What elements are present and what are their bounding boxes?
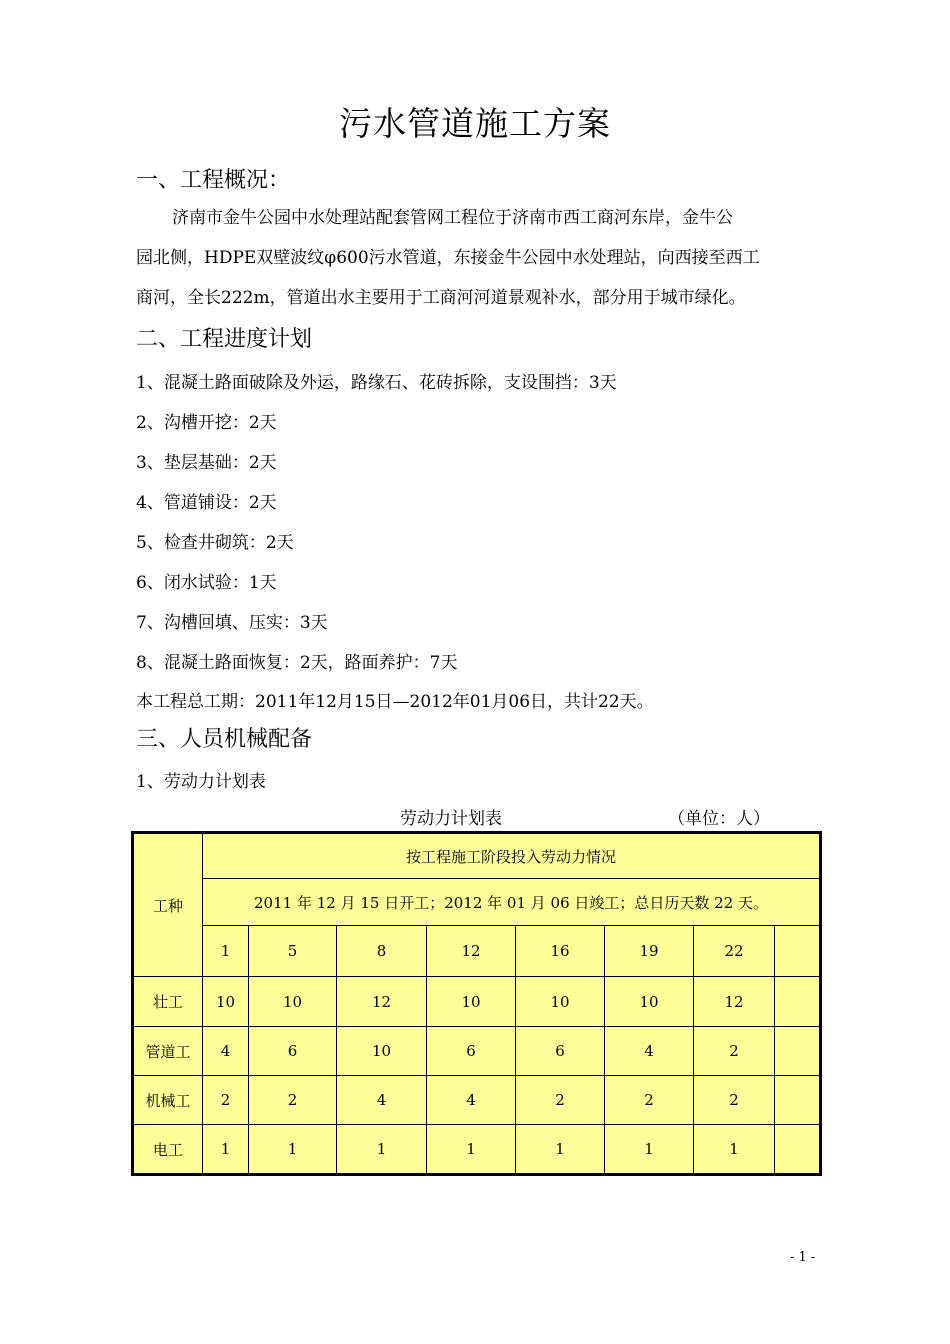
table-cell: 6 [516, 1027, 605, 1076]
group-header: 按工程施工阶段投入劳动力情况 [203, 833, 821, 879]
page-number: - 1 - [790, 1250, 816, 1265]
table-cell [775, 1125, 821, 1175]
overview-line-2: 园北侧，HDPE双壁波纹φ600污水管道，东接金牛公园中水处理站，向西接至西工 [136, 248, 760, 268]
row-label: 管道工 [133, 1027, 203, 1076]
row-label: 壮工 [133, 977, 203, 1027]
table-cell: 2 [516, 1076, 605, 1125]
section-heading-schedule: 二、工程进度计划 [136, 327, 313, 352]
schedule-item-4: 4、管道铺设：2天 [136, 493, 277, 513]
table-cell [775, 977, 821, 1027]
day-header: 1 [203, 926, 249, 977]
table-cell [775, 1027, 821, 1076]
table-row [133, 977, 821, 1027]
schedule-item-1: 1、混凝土路面破除及外运，路缘石、花砖拆除，支设围挡：3天 [136, 373, 617, 393]
table-cell [775, 1076, 821, 1125]
table-cell: 10 [605, 977, 694, 1027]
section-heading-staffing: 三、人员机械配备 [136, 727, 313, 752]
table-cell: 2 [249, 1076, 337, 1125]
day-header: 16 [516, 926, 605, 977]
schedule-item-5: 5、检查井砌筑：2天 [136, 533, 294, 553]
table-row [133, 1027, 821, 1076]
table-cell: 12 [694, 977, 775, 1027]
table-cell: 10 [203, 977, 249, 1027]
table-cell: 2 [203, 1076, 249, 1125]
table-caption: 劳动力计划表 [400, 809, 502, 829]
schedule-item-6: 6、闭水试验：1天 [136, 573, 277, 593]
table-cell: 2 [605, 1076, 694, 1125]
table-cell: 4 [605, 1027, 694, 1076]
labor-plan-table [131, 831, 822, 1176]
table-unit: （单位：人） [668, 809, 770, 829]
overview-line-1: 济南市金牛公园中水处理站配套管网工程位于济南市西工商河东岸，金牛公 [172, 208, 733, 228]
day-header [775, 926, 821, 977]
table-cell: 10 [249, 977, 337, 1027]
table-cell: 10 [427, 977, 516, 1027]
day-header: 5 [249, 926, 337, 977]
overview-paragraph [136, 198, 820, 318]
table-cell: 4 [427, 1076, 516, 1125]
table-row [133, 1125, 821, 1175]
schedule-item-2: 2、沟槽开挖：2天 [136, 413, 277, 433]
table-cell: 6 [249, 1027, 337, 1076]
table-cell: 2 [694, 1076, 775, 1125]
row-label: 电工 [133, 1125, 203, 1175]
day-header: 19 [605, 926, 694, 977]
day-header: 8 [337, 926, 427, 977]
table-cell: 4 [203, 1027, 249, 1076]
schedule-item-8: 8、混凝土路面恢复：2天，路面养护：7天 [136, 653, 458, 673]
table-cell: 1 [249, 1125, 337, 1175]
schedule-item-3: 3、垫层基础：2天 [136, 453, 277, 473]
schedule-item-7: 7、沟槽回填、压实：3天 [136, 613, 328, 633]
period-header: 2011 年 12 月 15 日开工；2012 年 01 月 06 日竣工；总日历天数 22 天。 [203, 879, 821, 926]
table-cell: 1 [694, 1125, 775, 1175]
table-cell: 1 [427, 1125, 516, 1175]
table-cell: 6 [427, 1027, 516, 1076]
table-cell: 10 [337, 1027, 427, 1076]
table-cell: 1 [605, 1125, 694, 1175]
trade-column-header: 工种 [133, 833, 203, 977]
day-header: 22 [694, 926, 775, 977]
table-cell: 1 [337, 1125, 427, 1175]
table-cell: 1 [516, 1125, 605, 1175]
page-title: 污水管道施工方案 [339, 104, 611, 143]
staffing-subheading: 1、劳动力计划表 [136, 772, 266, 792]
section-heading-overview: 一、工程概况： [136, 168, 291, 193]
table-cell: 12 [337, 977, 427, 1027]
schedule-total: 本工程总工期：2011年12月15日—2012年01月06日，共计22天。 [136, 692, 654, 712]
table-row [133, 1076, 821, 1125]
table-cell: 10 [516, 977, 605, 1027]
table-cell: 2 [694, 1027, 775, 1076]
overview-line-3: 商河，全长222m，管道出水主要用于工商河河道景观补水，部分用于城市绿化。 [136, 288, 746, 308]
row-label: 机械工 [133, 1076, 203, 1125]
table-cell: 1 [203, 1125, 249, 1175]
day-header: 12 [427, 926, 516, 977]
table-cell: 4 [337, 1076, 427, 1125]
